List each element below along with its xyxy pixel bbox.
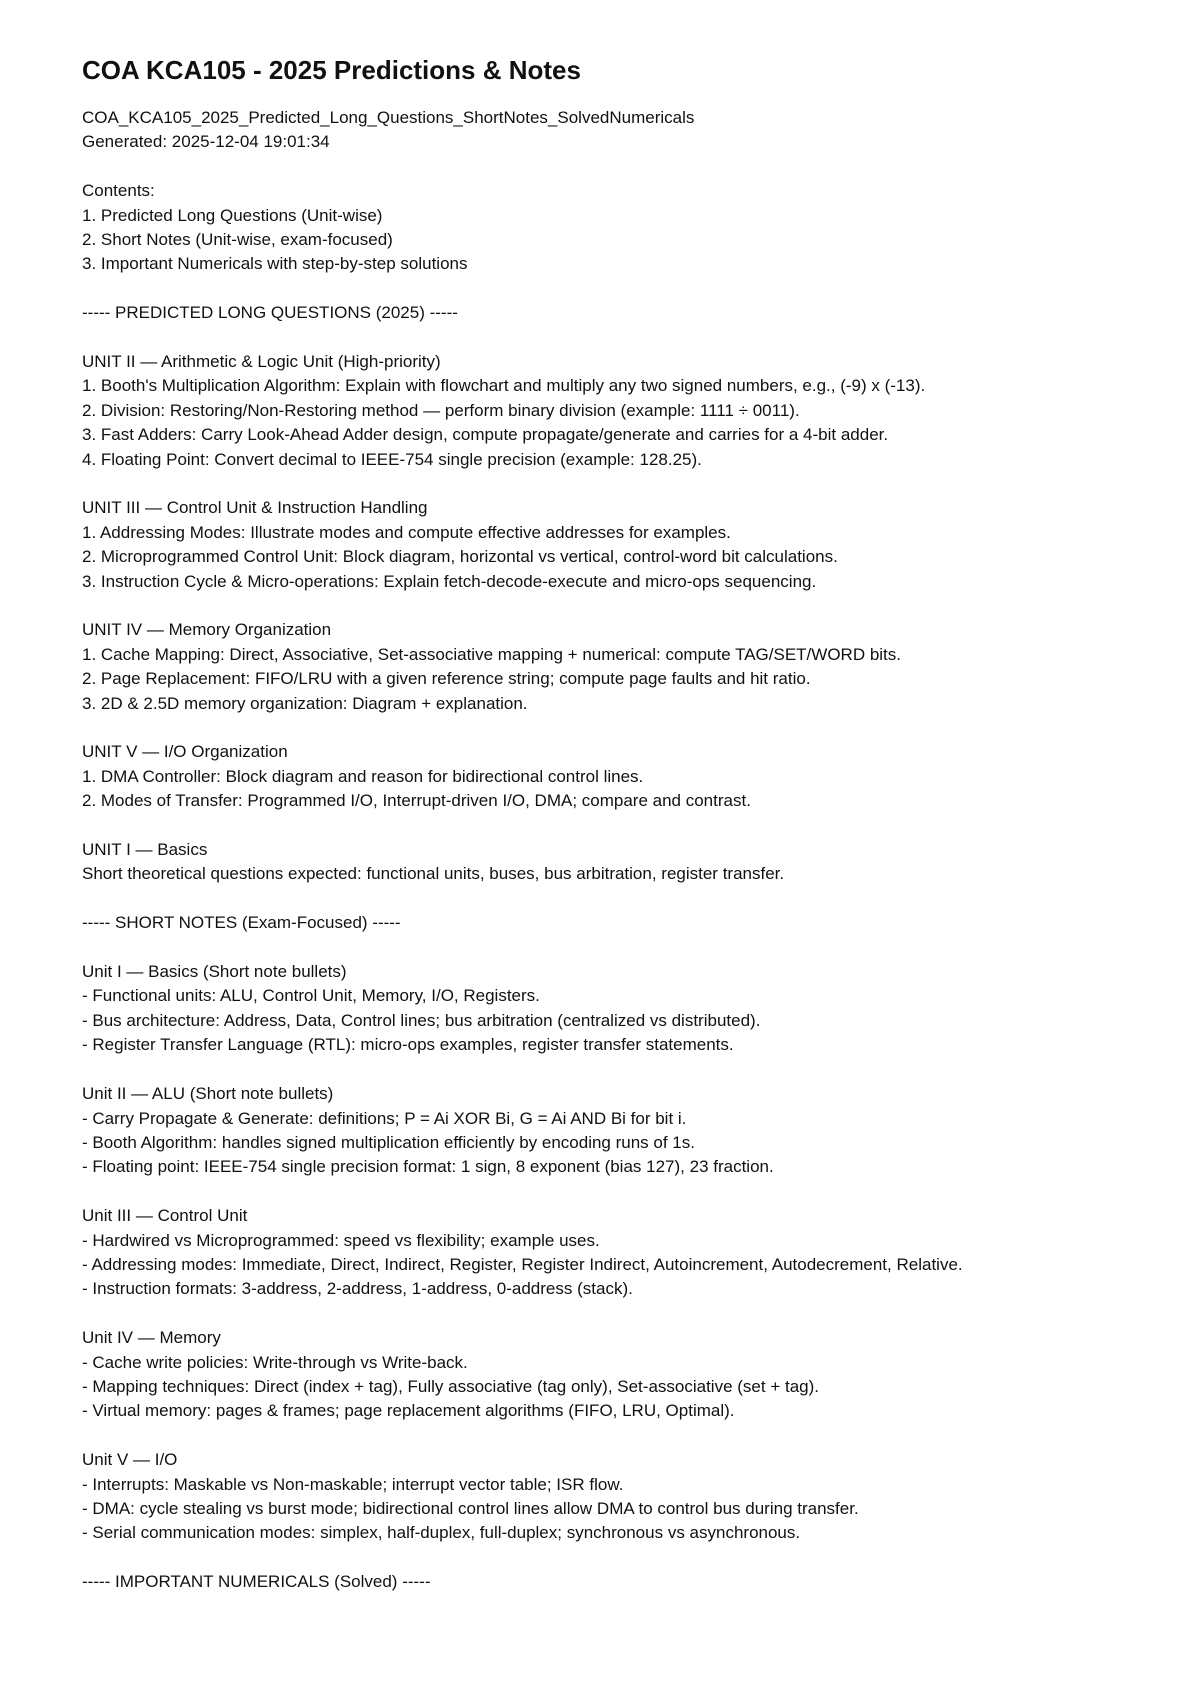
short-notes-unit-3 (82, 1204, 1182, 1302)
note-line: - Interrupts: Maskable vs Non-maskable; interrupt vector table; ISR flow. (82, 1474, 624, 1494)
question-line: 1. Cache Mapping: Direct, Associative, Set-associative mapping + numerical: compute TAG/SET/WORD bits. (82, 644, 902, 664)
short-notes-unit-2 (82, 1082, 1182, 1180)
document-title: COA KCA105 - 2025 Predictions & Notes (82, 55, 581, 85)
long-questions-unit-1 (82, 838, 1182, 887)
question-line: 2. Division: Restoring/Non-Restoring method — perform binary division (example: 1111 ÷ 0011). (82, 400, 800, 420)
note-line: - Floating point: IEEE-754 single precision format: 1 sign, 8 exponent (bias 127), 23 fraction. (82, 1157, 774, 1177)
question-line: 4. Floating Point: Convert decimal to IEEE-754 single precision (example: 128.25). (82, 449, 702, 469)
unit-title: Unit II — ALU (Short note bullets) (82, 1084, 334, 1104)
short-notes-unit-4 (82, 1326, 1182, 1424)
numericals-heading: ----- IMPORTANT NUMERICALS (Solved) ----- (82, 1572, 431, 1592)
question-line: 3. Instruction Cycle & Micro-operations: Explain fetch-decode-execute and micro-ops sequencing. (82, 571, 817, 591)
question-line: 3. Fast Adders: Carry Look-Ahead Adder design, compute propagate/generate and carries for a 4-bit adder. (82, 425, 889, 445)
note-line: - Booth Algorithm: handles signed multiplication efficiently by encoding runs of 1s. (82, 1132, 695, 1152)
unit-title: Unit I — Basics (Short note bullets) (82, 962, 347, 982)
long-questions-heading: ----- PREDICTED LONG QUESTIONS (2025) ----- (82, 303, 458, 323)
short-notes-heading: ----- SHORT NOTES (Exam-Focused) ----- (82, 913, 401, 933)
contents-item: 3. Important Numericals with step-by-step solutions (82, 254, 468, 274)
long-questions-unit-4 (82, 618, 1182, 716)
question-line: Short theoretical questions expected: functional units, buses, bus arbitration, register transfer. (82, 864, 785, 884)
note-line: - Cache write policies: Write-through vs Write-back. (82, 1352, 468, 1372)
note-line: - Register Transfer Language (RTL): micro-ops examples, register transfer statements. (82, 1035, 734, 1055)
note-line: - Instruction formats: 3-address, 2-address, 1-address, 0-address (stack). (82, 1279, 633, 1299)
unit-title: Unit V — I/O (82, 1450, 178, 1470)
note-line: - Functional units: ALU, Control Unit, Memory, I/O, Registers. (82, 986, 540, 1006)
question-line: 3. 2D & 2.5D memory organization: Diagram + explanation. (82, 693, 528, 713)
unit-title: UNIT III — Control Unit & Instruction Handling (82, 498, 428, 518)
unit-title: Unit III — Control Unit (82, 1206, 248, 1226)
question-line: 2. Microprogrammed Control Unit: Block diagram, horizontal vs vertical, control-word bit calculations. (82, 547, 838, 567)
unit-title: UNIT V — I/O Organization (82, 742, 288, 762)
contents-heading: Contents: (82, 181, 155, 201)
contents-item: 2. Short Notes (Unit-wise, exam-focused) (82, 230, 393, 250)
unit-title: UNIT II — Arithmetic & Logic Unit (High-priority) (82, 352, 441, 372)
contents-section (82, 179, 1182, 277)
unit-title: UNIT I — Basics (82, 840, 208, 860)
question-line: 1. Addressing Modes: Illustrate modes and compute effective addresses for examples. (82, 522, 731, 542)
document-page (82, 52, 1182, 1595)
note-line: - Virtual memory: pages & frames; page replacement algorithms (FIFO, LRU, Optimal). (82, 1401, 735, 1421)
note-line: - Carry Propagate & Generate: definitions; P = Ai XOR Bi, G = Ai AND Bi for bit i. (82, 1108, 687, 1128)
question-line: 1. DMA Controller: Block diagram and reason for bidirectional control lines. (82, 766, 644, 786)
long-questions-unit-2 (82, 350, 1182, 472)
long-questions-unit-3 (82, 496, 1182, 594)
note-line: - Serial communication modes: simplex, half-duplex, full-duplex; synchronous vs asynchronous. (82, 1523, 801, 1543)
question-line: 2. Page Replacement: FIFO/LRU with a given reference string; compute page faults and hit ratio. (82, 669, 811, 689)
short-notes-unit-1 (82, 960, 1182, 1058)
note-line: - Hardwired vs Microprogrammed: speed vs flexibility; example uses. (82, 1230, 600, 1250)
note-line: - DMA: cycle stealing vs burst mode; bidirectional control lines allow DMA to control bus during transfer. (82, 1498, 859, 1518)
short-notes-unit-5 (82, 1448, 1182, 1546)
note-line: - Mapping techniques: Direct (index + tag), Fully associative (tag only), Set-associative (set + tag). (82, 1376, 819, 1396)
note-line: - Addressing modes: Immediate, Direct, Indirect, Register, Register Indirect, Autoincrement, Autodecrement, Relative. (82, 1254, 963, 1274)
note-line: - Bus architecture: Address, Data, Control lines; bus arbitration (centralized vs distributed). (82, 1010, 761, 1030)
question-line: 2. Modes of Transfer: Programmed I/O, Interrupt-driven I/O, DMA; compare and contrast. (82, 791, 751, 811)
unit-title: UNIT IV — Memory Organization (82, 620, 332, 640)
long-questions-unit-5 (82, 740, 1182, 813)
generated-timestamp: Generated: 2025-12-04 19:01:34 (82, 132, 330, 152)
document-filename: COA_KCA105_2025_Predicted_Long_Questions_ShortNotes_SolvedNumericals (82, 108, 695, 127)
unit-title: Unit IV — Memory (82, 1328, 221, 1348)
question-line: 1. Booth's Multiplication Algorithm: Explain with flowchart and multiply any two signed numbers, e.g., (-9) x (-13). (82, 376, 926, 396)
contents-item: 1. Predicted Long Questions (Unit-wise) (82, 205, 383, 225)
